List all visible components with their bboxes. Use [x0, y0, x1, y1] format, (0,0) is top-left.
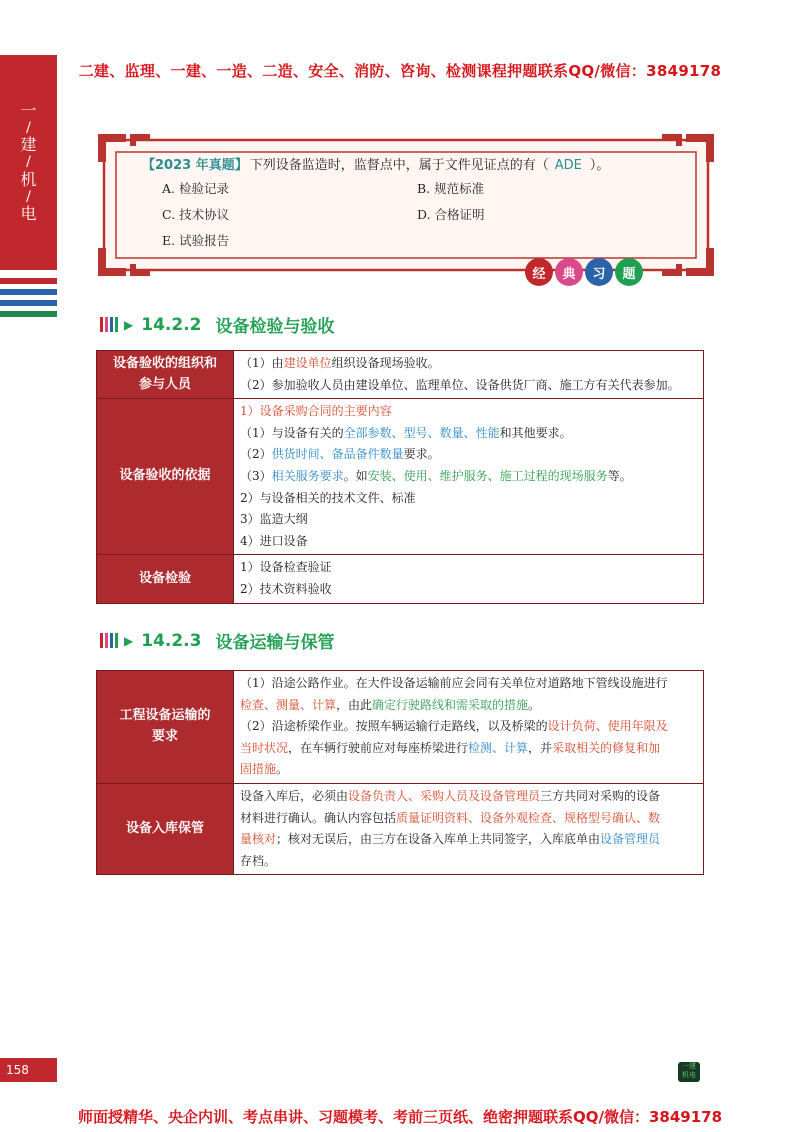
chapter-side-tab: [0, 55, 57, 270]
top-banner: 二建、监理、一建、一造、二造、安全、消防、咨询、检测课程押题联系QQ/微信：3849178: [78, 62, 722, 80]
content-segment: 检查、测量、计算: [240, 697, 337, 712]
content-line: [240, 673, 697, 695]
content-segment: （2）沿途桥梁作业。按照车辆运输行走路线，以及桥梁的: [240, 719, 548, 734]
content-line: [240, 423, 697, 445]
side-tab-char: /: [26, 188, 31, 205]
content-line: [240, 488, 697, 510]
content-line: [240, 808, 697, 830]
badge: 题: [615, 258, 643, 286]
option-c: C. 技术协议: [162, 207, 230, 222]
content-segment: 等。: [607, 468, 632, 483]
exam-question-frame: [96, 132, 716, 278]
content-segment: 设备负责人、采购人员及设备管理员: [348, 788, 541, 803]
content-segment: 。如: [343, 468, 368, 483]
side-tab-char: 机: [20, 169, 37, 189]
question-tag: 【2023 年真题】: [142, 158, 248, 173]
content-line: [240, 695, 697, 717]
content-segment: 安装、使用、维护服务、施工过程的现场服务: [367, 468, 608, 483]
content-line: [240, 786, 697, 808]
content-line: [240, 353, 697, 375]
row-label: [97, 555, 234, 603]
option-e: E. 试验报告: [162, 233, 230, 248]
content-segment: 全部参数、型号、数量、性能: [343, 425, 500, 440]
content-segment: 供货时间、备品备件数量: [271, 447, 404, 462]
badge: 习: [585, 258, 613, 286]
question-options: [142, 179, 682, 249]
content-segment: 。: [528, 697, 541, 712]
row-label-line: 要求: [151, 728, 178, 744]
content-line: [240, 444, 697, 466]
row-content: [234, 399, 704, 555]
content-segment: 4）进口设备: [240, 533, 308, 548]
content-line: [240, 531, 697, 553]
side-tab-char: 建: [20, 135, 37, 155]
bottom-banner: 师面授精华、央企内训、考点串讲、习题模考、考前三页纸、绝密押题联系QQ/微信：3849178: [77, 1108, 723, 1126]
content-segment: 确定行驶路线和需采取的措施: [372, 697, 529, 712]
option-d: D. 合格证明: [417, 207, 485, 222]
classic-exercise-badges: [525, 258, 643, 286]
content-segment: 组织设备现场验收。: [331, 356, 440, 370]
content-segment: 建设单位: [283, 356, 332, 370]
section-title: 设备运输与保管: [215, 633, 335, 653]
content-segment: 设计负荷、使用年限及: [547, 719, 668, 734]
content-segment: 设备入库后，必须由: [240, 788, 349, 803]
content-segment: 设备管理员: [600, 832, 661, 847]
row-label: [97, 783, 234, 874]
option-a: A. 检验记录: [162, 181, 229, 196]
row-content: [234, 783, 704, 874]
page-number: 158: [0, 1058, 57, 1082]
content-segment: （1）与设备有关的: [240, 425, 344, 440]
content-line: [240, 716, 697, 738]
table-row: [97, 555, 704, 603]
question-stem: 下列设备监造时，监督点中，属于文件见证点的有（: [249, 158, 549, 173]
content-line: [240, 557, 697, 579]
content-segment: （2）: [240, 447, 272, 462]
badge: 经: [525, 258, 553, 286]
side-tab-char: /: [26, 119, 31, 136]
table-row: [97, 671, 704, 784]
content-segment: （2）参加验收人员由建设单位、监理单位、设备供货厂商、施工方有关代表参加。: [240, 377, 680, 392]
content-segment: （1）沿途公路作业。在大件设备运输前应会同有关单位对道路地下管线设施进行: [240, 676, 668, 690]
row-label: [97, 671, 234, 784]
content-segment: 存档。: [240, 853, 277, 868]
content-segment: 2）技术资料验收: [240, 581, 332, 596]
side-tab-char: 一: [20, 100, 37, 120]
content-segment: 2）与设备相关的技术文件、标准: [240, 490, 416, 505]
content-line: [240, 375, 697, 397]
content-segment: 质量证明资料、设备外观检查、规格型号确认、数: [396, 810, 661, 825]
section-number: 14.2.3: [141, 630, 202, 651]
knowledge-table: [96, 670, 704, 875]
content-segment: ，在车辆行驶前应对每座桥梁进行: [288, 740, 469, 755]
row-content: [234, 671, 704, 784]
row-label-line: 设备检验: [138, 570, 191, 586]
question-answer: ADE: [554, 158, 582, 173]
knowledge-table: [96, 350, 704, 604]
side-tab-char: 电: [20, 204, 37, 224]
publisher-logo-icon: 一建 机电: [678, 1062, 700, 1082]
side-tab-char: /: [26, 154, 31, 171]
content-segment: （3）: [240, 468, 272, 483]
content-segment: 。: [276, 762, 289, 777]
content-segment: 和其他要求。: [499, 425, 572, 440]
content-segment: 量核对: [240, 832, 277, 847]
section-title: 设备检验与验收: [215, 317, 335, 337]
content-segment: 3）监造大纲: [240, 512, 308, 527]
row-label-line: 工程设备运输的: [119, 708, 211, 724]
row-label-line: 设备验收的依据: [119, 468, 211, 484]
row-label: [97, 399, 234, 555]
table-row: [97, 783, 704, 874]
badge: 典: [555, 258, 583, 286]
content-line: [240, 738, 697, 760]
content-line: [240, 759, 697, 781]
row-content: [234, 351, 704, 399]
bars-icon: [100, 317, 118, 332]
exam-question: [142, 154, 682, 249]
content-segment: ；核对无误后，由三方在设备入库单上共同签字，入库底单由: [276, 832, 601, 847]
content-line: [240, 509, 697, 531]
table-row: [97, 399, 704, 555]
play-arrow-icon: ▶: [124, 317, 134, 332]
content-segment: 三方共同对采购的设备: [540, 788, 661, 803]
row-label: [97, 351, 234, 399]
play-arrow-icon: ▶: [124, 633, 134, 648]
content-line: [240, 579, 697, 601]
section-heading: [100, 312, 334, 337]
content-segment: 相关服务要求: [271, 468, 344, 483]
content-segment: ，由此: [336, 697, 373, 712]
content-segment: 检测、计算: [468, 740, 529, 755]
content-segment: 要求。: [403, 447, 440, 462]
content-line: [240, 401, 697, 423]
content-segment: 当时状况: [240, 740, 289, 755]
question-close: ）。: [589, 158, 610, 173]
section-number: 14.2.2: [141, 314, 202, 335]
content-segment: 1）设备采购合同的主要内容: [240, 404, 392, 419]
option-b: B. 规范标准: [417, 181, 485, 196]
content-segment: （1）由: [240, 356, 284, 370]
content-line: [240, 829, 697, 851]
section-heading: [100, 628, 334, 653]
side-stripes: [0, 278, 57, 322]
content-segment: 材料进行确认。确认内容包括: [240, 810, 397, 825]
content-segment: 固措施: [240, 762, 277, 777]
content-segment: ，并: [528, 740, 553, 755]
content-segment: 采取相关的修复和加: [552, 740, 661, 755]
bars-icon: [100, 633, 118, 648]
content-line: [240, 851, 697, 873]
table-row: [97, 351, 704, 399]
row-label-line: 设备验收的组织和: [112, 355, 217, 371]
content-line: [240, 466, 697, 488]
row-label-line: 参与人员: [138, 376, 191, 392]
row-label-line: 设备入库保管: [125, 820, 204, 836]
content-segment: 1）设备检查验证: [240, 560, 332, 575]
row-content: [234, 555, 704, 603]
